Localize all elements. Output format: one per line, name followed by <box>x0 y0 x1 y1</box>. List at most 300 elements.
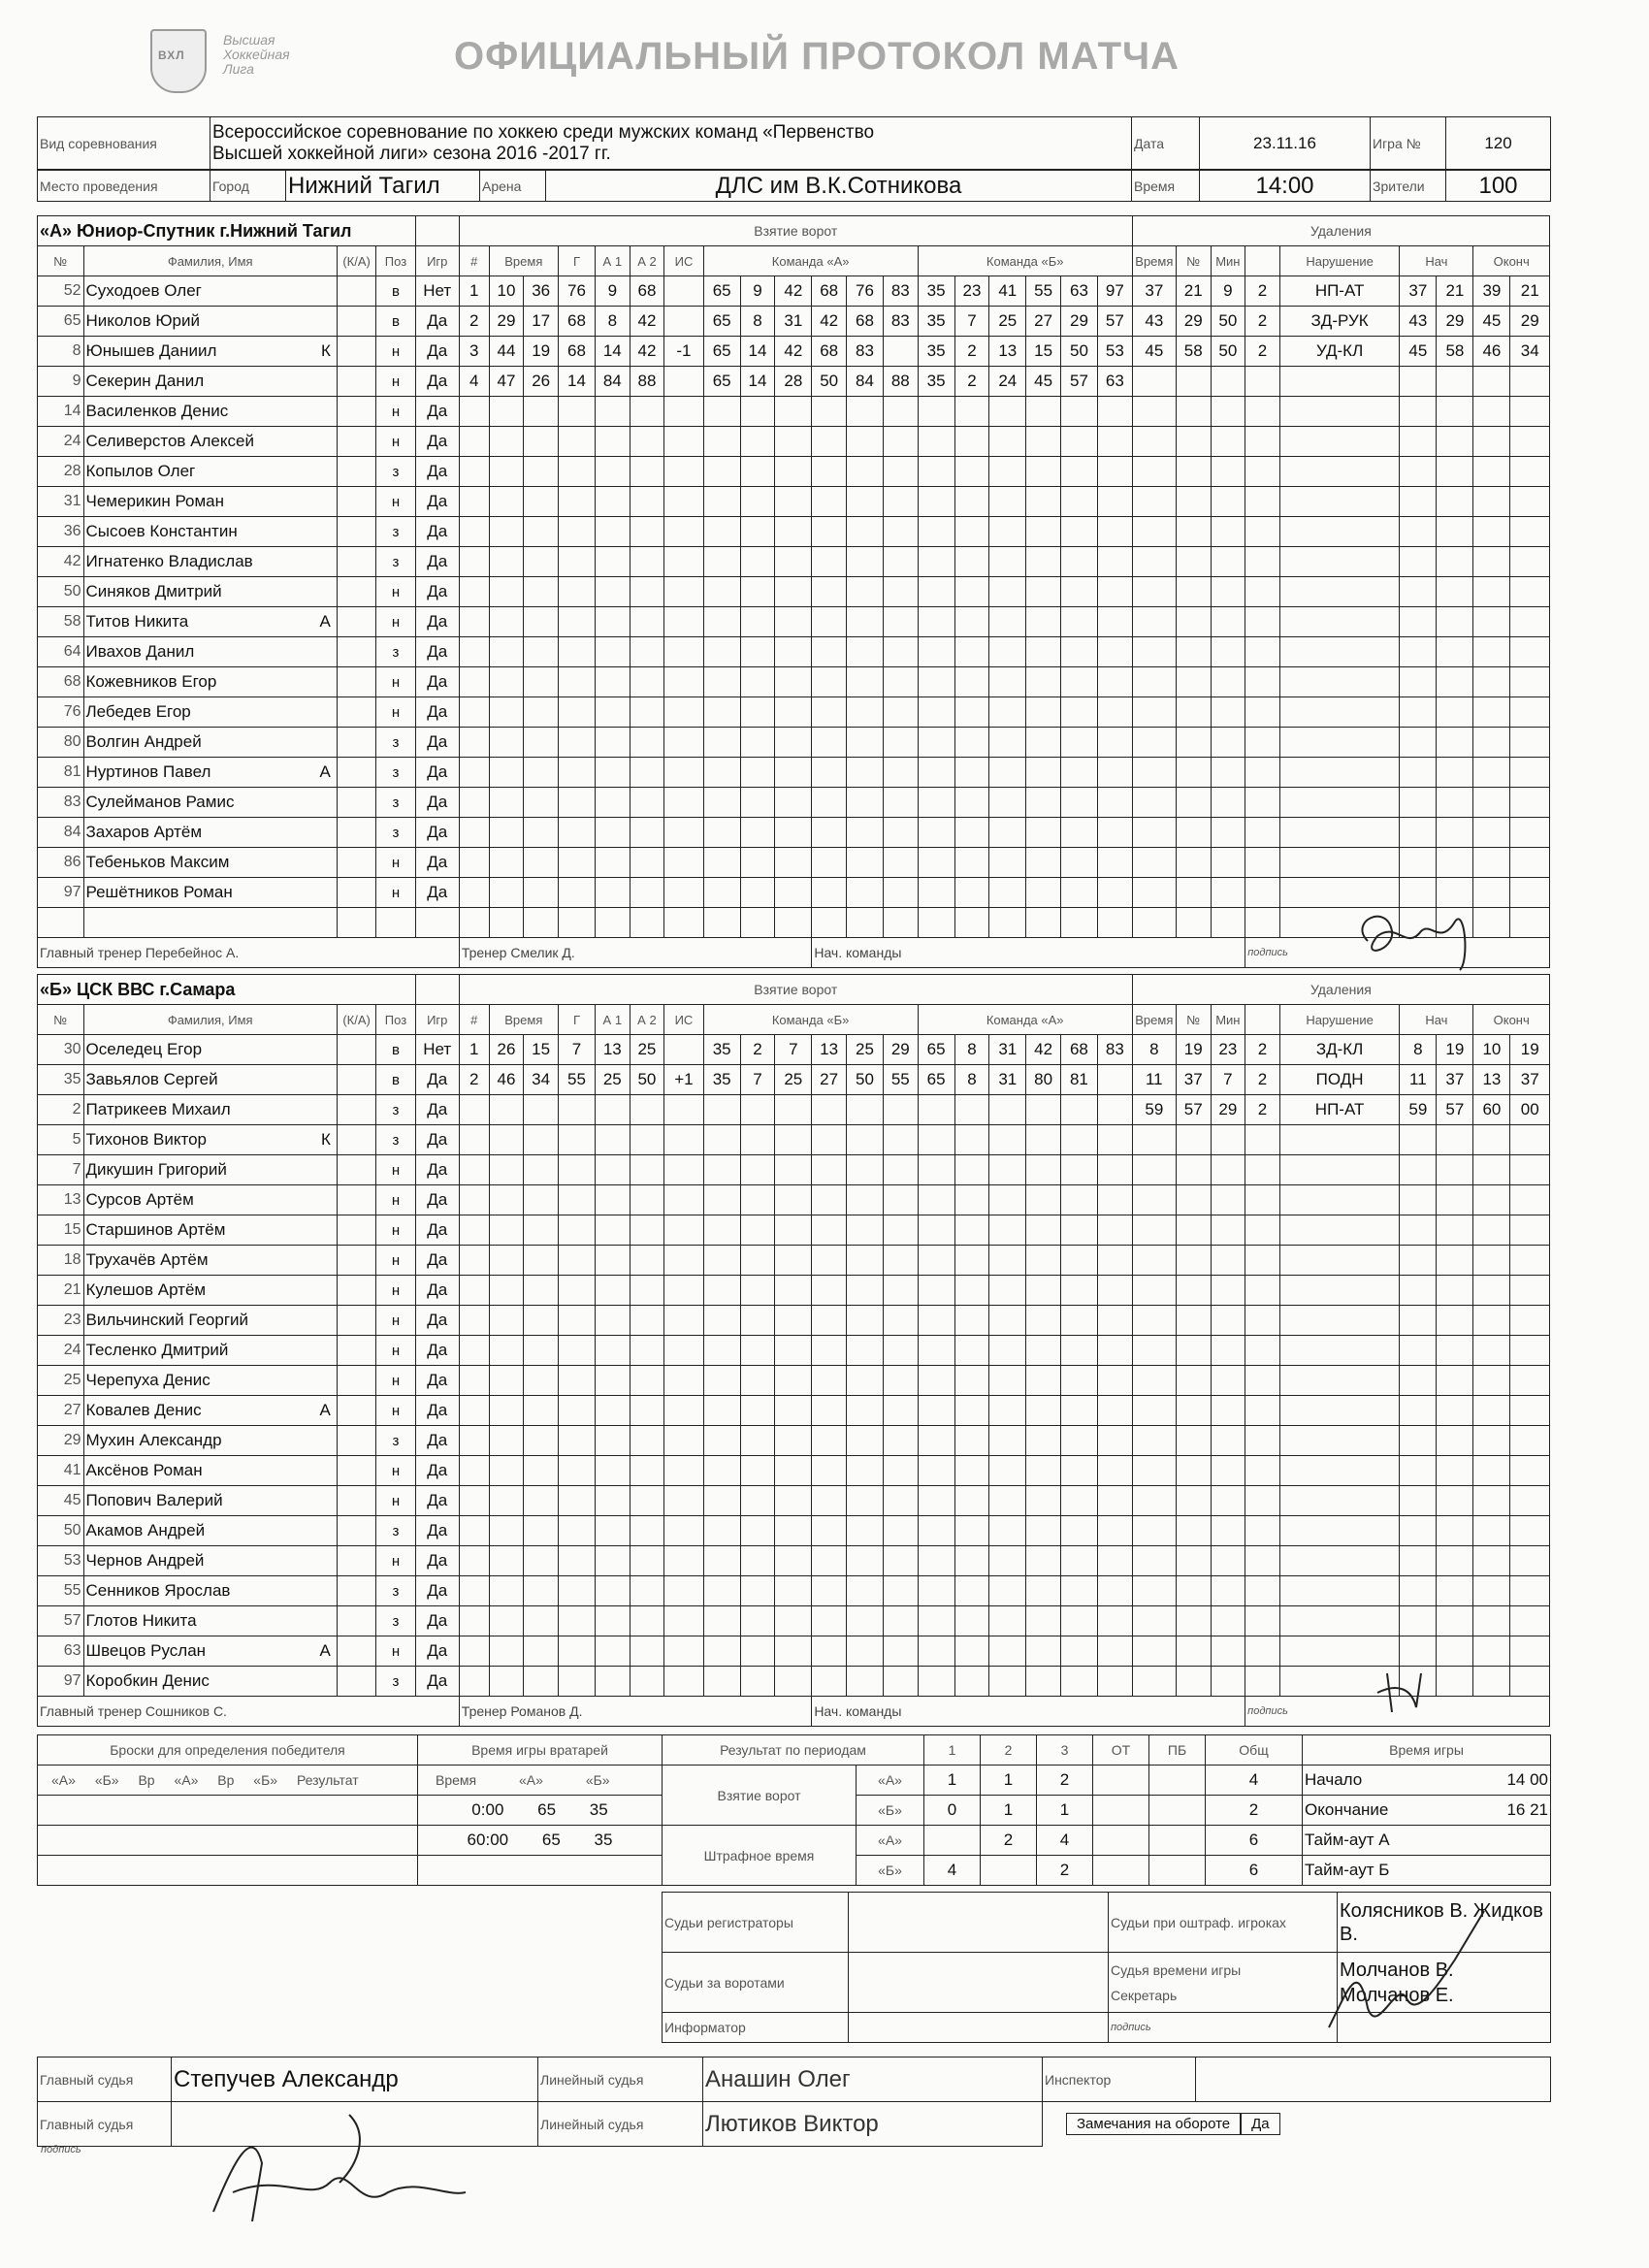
player-number: 81 <box>38 758 84 788</box>
pen-time-sec: 58 <box>1176 337 1211 367</box>
player-position: н <box>376 367 415 397</box>
goal-cell <box>883 728 918 758</box>
player-ka <box>337 1336 375 1366</box>
player-position: н <box>376 1246 415 1276</box>
player-number: 64 <box>38 637 84 667</box>
pen-start-min <box>1400 697 1437 728</box>
pen-end-min <box>1473 397 1510 427</box>
goal-cell <box>1060 1667 1097 1697</box>
goal-cell <box>846 1456 883 1486</box>
pen-start-sec: 58 <box>1437 337 1473 367</box>
pen-start-min <box>1400 1246 1437 1276</box>
goal-cell <box>595 427 630 457</box>
player-name: Чернов Андрей <box>85 1551 205 1570</box>
goal-cell <box>524 1667 559 1697</box>
pen-time-sec <box>1176 547 1211 577</box>
goal-cell <box>1097 1095 1132 1125</box>
goal-cell <box>918 1276 954 1306</box>
pen-end-sec <box>1510 1546 1550 1576</box>
goal-cell <box>954 1215 989 1246</box>
player-played: Да <box>415 667 459 697</box>
goal-cell <box>846 607 883 637</box>
goal-cell <box>459 1336 489 1366</box>
player-name: Ивахов Данил <box>85 642 195 661</box>
goal-cell: 50 <box>1060 337 1097 367</box>
goal-cell <box>812 1636 847 1667</box>
player-ka <box>337 667 375 697</box>
goal-cell <box>1097 637 1132 667</box>
pen-player <box>1211 1185 1245 1215</box>
player-ka <box>337 1095 375 1125</box>
pen-player <box>1211 457 1245 487</box>
pen-end-sec <box>1510 1486 1550 1516</box>
goal-cell <box>740 1576 775 1606</box>
pen-end-min: 60 <box>1473 1095 1510 1125</box>
goal-cell <box>558 457 595 487</box>
goal-cell <box>630 547 664 577</box>
goal-cell <box>1060 1246 1097 1276</box>
inspector-value <box>1196 2057 1551 2102</box>
goal-cell <box>703 457 740 487</box>
player-name: Тихонов Виктор <box>85 1130 207 1149</box>
pen-start-sec <box>1437 1396 1473 1426</box>
goal-cell <box>558 667 595 697</box>
pen-b-cell <box>1093 1856 1149 1886</box>
goal-cell <box>489 1276 524 1306</box>
pen-a-cell <box>1093 1826 1149 1856</box>
pen-time-sec <box>1176 697 1211 728</box>
pen-minutes: 2 <box>1245 1065 1280 1095</box>
player-played: Да <box>415 547 459 577</box>
game-start: Начало 14 00 <box>1303 1766 1551 1796</box>
goal-cell <box>989 1125 1026 1155</box>
pen-time-min <box>1132 1606 1176 1636</box>
pen-end-min <box>1473 818 1510 848</box>
signature-coach-a <box>1348 892 1494 980</box>
pen-end-sec <box>1510 1336 1550 1366</box>
player-played: Да <box>415 1366 459 1396</box>
pen-start-min <box>1400 728 1437 758</box>
pen-time-min <box>1132 1426 1176 1456</box>
goal-cell <box>630 517 664 547</box>
goal-cell <box>918 1336 954 1366</box>
goal-cell <box>595 1546 630 1576</box>
player-played: Да <box>415 1667 459 1697</box>
goal-cell <box>740 728 775 758</box>
player-ka <box>337 1155 375 1185</box>
player-name: Титов Никита <box>85 612 189 631</box>
goal-cell <box>664 667 703 697</box>
col-name: Фамилия, Имя <box>83 1005 337 1035</box>
pen-time-sec <box>1176 1185 1211 1215</box>
goal-cell <box>630 1516 664 1546</box>
city-value: Нижний Тагил <box>286 171 480 202</box>
goal-cell <box>489 607 524 637</box>
goal-cell: 26 <box>489 1035 524 1065</box>
pen-start-min <box>1400 1155 1437 1185</box>
player-ka <box>337 487 375 517</box>
goal-cell <box>1060 697 1097 728</box>
goal-cell <box>524 517 559 547</box>
player-played: Да <box>415 697 459 728</box>
goal-cell <box>524 1095 559 1125</box>
goal-cell <box>703 397 740 427</box>
goal-cell <box>1026 1215 1061 1246</box>
goal-cell <box>989 1246 1026 1276</box>
player-name-cell <box>83 637 337 667</box>
pen-end-sec <box>1510 1396 1550 1426</box>
pen-time-min <box>1132 818 1176 848</box>
pen-end-sec <box>1510 487 1550 517</box>
goal-cell <box>489 427 524 457</box>
goal-cell <box>1097 577 1132 607</box>
pen-time-sec <box>1176 1215 1211 1246</box>
goals-a-cell: 1 <box>981 1766 1037 1796</box>
pen-a-cell: 2 <box>981 1826 1037 1856</box>
goal-cell <box>1097 547 1132 577</box>
pen-time-sec: 37 <box>1176 1065 1211 1095</box>
goal-cell <box>459 878 489 908</box>
pen-time-min <box>1132 1486 1176 1516</box>
pen-minutes <box>1245 1516 1280 1546</box>
goal-cell <box>812 487 847 517</box>
goal-cell <box>664 1456 703 1486</box>
goal-cell: 63 <box>1097 367 1132 397</box>
game-no-value: 120 <box>1446 117 1551 170</box>
pen-time-min <box>1132 878 1176 908</box>
player-played: Да <box>415 1246 459 1276</box>
pen-player <box>1211 1155 1245 1185</box>
goal-cell <box>1060 547 1097 577</box>
referee-label: Главный судья <box>38 2102 172 2147</box>
player-name-cell <box>83 697 337 728</box>
player-row <box>38 547 1550 577</box>
goal-cell <box>883 1396 918 1426</box>
goal-cell <box>1026 1246 1061 1276</box>
pen-time-min <box>1132 1125 1176 1155</box>
goal-cell <box>812 397 847 427</box>
pen-player <box>1211 1606 1245 1636</box>
goal-cell <box>1026 1155 1061 1185</box>
pen-start-sec <box>1437 848 1473 878</box>
pen-violation <box>1279 848 1400 878</box>
goal-cell <box>775 517 812 547</box>
goal-cell <box>630 758 664 788</box>
goal-cell <box>459 667 489 697</box>
pen-minutes <box>1245 1215 1280 1246</box>
player-name-cell <box>83 788 337 818</box>
venue-table <box>37 170 1551 202</box>
player-row <box>38 337 1550 367</box>
pen-start-min <box>1400 1486 1437 1516</box>
pen-violation <box>1279 577 1400 607</box>
goal-cell <box>558 427 595 457</box>
goal-cell <box>630 697 664 728</box>
goal-cell <box>812 818 847 848</box>
player-ka <box>337 758 375 788</box>
goal-cell <box>989 1095 1026 1125</box>
signature-referee <box>194 2105 485 2231</box>
goal-cell <box>989 1155 1026 1185</box>
col-name: Фамилия, Имя <box>83 246 337 276</box>
goal-cell <box>812 1456 847 1486</box>
player-number: 27 <box>38 1396 84 1426</box>
goal-cell <box>459 1276 489 1306</box>
goal-cell <box>918 1125 954 1155</box>
goal-cell <box>489 697 524 728</box>
goal-cell <box>703 1276 740 1306</box>
player-row <box>38 1215 1550 1246</box>
pen-violation <box>1279 367 1400 397</box>
player-number: 15 <box>38 1215 84 1246</box>
pen-end-min <box>1473 637 1510 667</box>
pen-start-sec: 19 <box>1437 1035 1473 1065</box>
pen-player <box>1211 1486 1245 1516</box>
pen-time-min <box>1132 1456 1176 1486</box>
player-ka <box>337 367 375 397</box>
goal-cell: 65 <box>703 367 740 397</box>
pen-b-cell <box>981 1856 1037 1886</box>
goal-cell <box>664 1636 703 1667</box>
goal-cell <box>918 1185 954 1215</box>
pen-player <box>1211 1636 1245 1667</box>
pen-end-sec <box>1510 607 1550 637</box>
goal-cell <box>883 487 918 517</box>
goal-cell <box>595 1486 630 1516</box>
goal-cell <box>1026 758 1061 788</box>
col-no: № <box>38 246 84 276</box>
pen-start-min <box>1400 1366 1437 1396</box>
goal-cell <box>918 1426 954 1456</box>
pen-start-sec <box>1437 1546 1473 1576</box>
pen-violation <box>1279 758 1400 788</box>
team-a-table <box>37 215 1550 968</box>
goal-cell <box>1060 848 1097 878</box>
goal-cell <box>459 1396 489 1426</box>
goal-cell <box>1060 607 1097 637</box>
player-ka <box>337 397 375 427</box>
col-hash: # <box>459 246 489 276</box>
pen-player <box>1211 1546 1245 1576</box>
goal-cell <box>775 697 812 728</box>
player-row <box>38 1276 1550 1306</box>
pen-player <box>1211 637 1245 667</box>
player-row <box>38 397 1550 427</box>
player-number: 28 <box>38 457 84 487</box>
pen-end-sec <box>1510 848 1550 878</box>
goal-cell <box>846 1486 883 1516</box>
goal-cell <box>630 1667 664 1697</box>
player-played: Да <box>415 1095 459 1125</box>
pen-minutes <box>1245 697 1280 728</box>
player-played: Да <box>415 457 459 487</box>
goal-cell <box>1060 1486 1097 1516</box>
pen-player <box>1211 547 1245 577</box>
goal-cell: 35 <box>703 1035 740 1065</box>
goal-cell <box>630 1095 664 1125</box>
player-number: 86 <box>38 848 84 878</box>
goal-cell <box>954 517 989 547</box>
player-position: з <box>376 1667 415 1697</box>
goal-cell <box>989 697 1026 728</box>
goal-cell <box>1097 1456 1132 1486</box>
player-number: 76 <box>38 697 84 728</box>
player-position: в <box>376 1065 415 1095</box>
goal-cell <box>703 878 740 908</box>
period-col: Общ <box>1206 1735 1303 1766</box>
player-played: Да <box>415 1125 459 1155</box>
goal-cell <box>989 1185 1026 1215</box>
pen-end-sec <box>1510 908 1550 938</box>
pen-violation <box>1279 697 1400 728</box>
goal-cell: 23 <box>954 276 989 307</box>
pen-end-min <box>1473 1366 1510 1396</box>
goal-cell <box>918 517 954 547</box>
goal-cell <box>1060 1215 1097 1246</box>
player-row <box>38 1125 1550 1155</box>
pen-end-sec <box>1510 1185 1550 1215</box>
goal-cell <box>664 1486 703 1516</box>
player-row <box>38 1065 1550 1095</box>
goal-cell <box>954 878 989 908</box>
pen-a-cell <box>924 1826 981 1856</box>
goal-cell <box>1097 1215 1132 1246</box>
goal-cell <box>558 577 595 607</box>
pen-end-sec <box>1510 1246 1550 1276</box>
goal-cell <box>954 1396 989 1426</box>
goal-cell <box>740 1246 775 1276</box>
goal-cell <box>664 728 703 758</box>
goal-cell <box>918 1396 954 1426</box>
goal-cell <box>812 1185 847 1215</box>
goal-cell <box>1026 818 1061 848</box>
goal-cell <box>918 1155 954 1185</box>
pen-player <box>1211 697 1245 728</box>
player-number: 50 <box>38 577 84 607</box>
pen-start-min: 37 <box>1400 276 1437 307</box>
goal-cell: 42 <box>775 276 812 307</box>
goal-cell <box>883 1276 918 1306</box>
goal-cell: 50 <box>846 1065 883 1095</box>
goal-cell: 80 <box>1026 1065 1061 1095</box>
pen-start-sec <box>1437 457 1473 487</box>
goal-cell <box>595 547 630 577</box>
goal-cell <box>524 848 559 878</box>
player-position: н <box>376 1336 415 1366</box>
goal-cell <box>664 607 703 637</box>
pen-end-sec <box>1510 667 1550 697</box>
goal-cell <box>558 607 595 637</box>
goal-cell <box>630 1486 664 1516</box>
goal-cell <box>846 788 883 818</box>
player-name-cell <box>83 1396 337 1426</box>
goal-cell <box>630 1155 664 1185</box>
pen-start-min <box>1400 1516 1437 1546</box>
team-b-table <box>37 974 1550 1727</box>
player-ka <box>337 1426 375 1456</box>
goal-cell <box>664 1246 703 1276</box>
pen-violation <box>1279 1516 1400 1546</box>
player-played: Да <box>415 848 459 878</box>
pen-start-sec <box>1437 1215 1473 1246</box>
pen-end-min <box>1473 1185 1510 1215</box>
goal-cell <box>918 848 954 878</box>
goal-cell: 50 <box>630 1065 664 1095</box>
goal-cell <box>883 637 918 667</box>
goal-cell <box>1026 397 1061 427</box>
pen-violation <box>1279 1486 1400 1516</box>
pen-minutes <box>1245 1366 1280 1396</box>
goal-cell <box>740 1456 775 1486</box>
goal-cell <box>740 547 775 577</box>
player-position: з <box>376 1095 415 1125</box>
goal-cell <box>630 1456 664 1486</box>
pen-start-sec <box>1437 728 1473 758</box>
player-position: н <box>376 1185 415 1215</box>
player-name-cell <box>83 1576 337 1606</box>
player-row <box>38 487 1550 517</box>
goal-cell <box>918 1095 954 1125</box>
goal-cell: 34 <box>524 1065 559 1095</box>
player-name: Швецов Руслан <box>85 1641 207 1660</box>
goal-cell <box>630 667 664 697</box>
player-ka <box>337 1035 375 1065</box>
col-ka: (К/А) <box>337 246 375 276</box>
pen-minutes: 2 <box>1245 337 1280 367</box>
player-name-cell <box>83 758 337 788</box>
pen-time-sec <box>1176 1155 1211 1185</box>
goal-cell <box>595 487 630 517</box>
player-position: н <box>376 1396 415 1426</box>
goal-cell: 55 <box>883 1065 918 1095</box>
player-played: Да <box>415 367 459 397</box>
goal-cell <box>595 637 630 667</box>
player-name: Трухачёв Артём <box>85 1250 209 1269</box>
goals-b-cell: 0 <box>924 1796 981 1826</box>
goal-cell: 2 <box>954 337 989 367</box>
col-on-ice-opp: Команда «А» <box>918 1005 1132 1035</box>
goal-cell: 17 <box>524 307 559 337</box>
goal-cell <box>846 457 883 487</box>
goal-cell <box>918 1546 954 1576</box>
player-ka <box>337 878 375 908</box>
goalie-row-2: 60:00 65 35 <box>418 1826 663 1856</box>
pen-violation <box>1279 1396 1400 1426</box>
pen-start-min <box>1400 1185 1437 1215</box>
goal-cell <box>883 1546 918 1576</box>
player-name-cell <box>83 1215 337 1246</box>
goal-cell <box>846 487 883 517</box>
goal-cell <box>954 1155 989 1185</box>
goal-cell <box>775 908 812 938</box>
team-title-gap <box>415 975 459 1005</box>
player-position: з <box>376 1516 415 1546</box>
pen-end-min <box>1473 1516 1510 1546</box>
player-ka <box>337 1486 375 1516</box>
goal-cell <box>812 908 847 938</box>
goal-cell <box>954 1636 989 1667</box>
player-position: в <box>376 276 415 307</box>
player-played: Да <box>415 1456 459 1486</box>
goal-cell <box>989 1366 1026 1396</box>
player-played: Да <box>415 1516 459 1546</box>
player-number: 13 <box>38 1185 84 1215</box>
goal-cell <box>558 878 595 908</box>
goal-cell <box>703 697 740 728</box>
goal-cell <box>918 1606 954 1636</box>
goal-cell <box>812 607 847 637</box>
goal-cell <box>812 1366 847 1396</box>
